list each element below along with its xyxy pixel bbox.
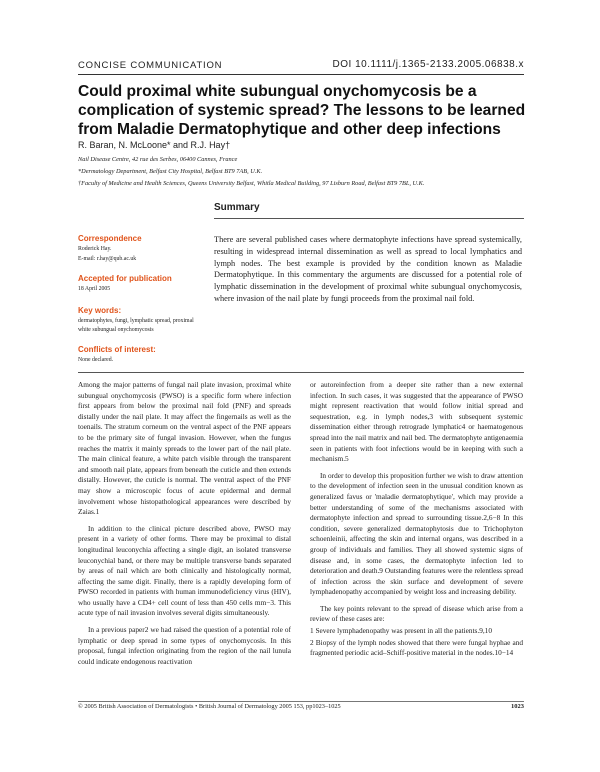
correspondence-name: Roderick Hay.: [78, 246, 112, 252]
paragraph: Among the major patterns of fungal nail plate invasion, proximal white subungual onychomycosis (PWSO) is a specific form where infection first appears from below the proximal nail fold (PNF) and spreads distally under the nail plate. It may affect the fingernails as well as the toenails. The stratum corneum on the ventral aspect of the PNF appears to be the primary site of fungal invasion. However, when the fungus reaches the matrix it mainly spreads to the lower part of the nail plate. The main clinical feature, a white patch visible through the transparent and smooth nail plate, appears from beneath the cuticle and then extends distally. However, the cuticle is normal. The ventral aspect of the PNF may show a microscopic focus of acute epidermal and dermal involvement whose histopathological appearances were described by Zaias.1: [78, 380, 291, 517]
doi[interactable]: DOI 10.1111/j.1365-2133.2005.06838.x: [332, 59, 524, 70]
summary-heading: Summary: [214, 202, 260, 213]
keywords: dermatophytes, fungi, lymphatic spread, proximal white subungual onychomycosis: [78, 318, 194, 333]
affiliation-1: Nail Disease Centre, 42 rue des Serbes, 06400 Cannes, France: [78, 156, 238, 163]
keywords-heading: Key words:: [78, 306, 122, 315]
paragraph: In a previous paper2 we had raised the question of a potential role of lymphatic or deep spread in some types of onychomycosis. In this proposal, fungal infection originating from the region of the nail lunula could indicate endogenous reactivation: [78, 625, 291, 666]
conflicts-heading: Conflicts of interest:: [78, 345, 156, 354]
header-rule: [78, 74, 524, 75]
affiliation-3: †Faculty of Medicine and Health Sciences, Queens University Belfast, Whitla Medical Building, 97 Lisburn Road, Belfast BT9 7BL, U.K.: [78, 180, 425, 187]
page-number: 1023: [511, 703, 524, 710]
article-title: Could proximal white subungual onychomycosis be a complication of systemic spread? The lessons to be learned from Maladie Dermatophytique and other deep infections: [78, 83, 526, 138]
section-label: CONCISE COMMUNICATION: [78, 60, 223, 71]
authors: R. Baran, N. McLoone* and R.J. Hay†: [78, 140, 231, 150]
paragraph: The key points relevant to the spread of disease which arise from a review of these cases are:: [310, 603, 523, 624]
list-item: 2 Biopsy of the lymph nodes showed that there were fungal hyphae and fragmented periodic acid–Schiff-positive material in the nodes.10−14: [310, 637, 523, 658]
affiliation-2: *Dermatology Department, Belfast City Hospital, Belfast BT9 7AB, U.K.: [78, 168, 263, 175]
correspondence-heading: Correspondence: [78, 234, 142, 243]
body-left-column: [78, 380, 291, 667]
accepted-heading: Accepted for publication: [78, 274, 172, 283]
accepted-date: 18 April 2005: [78, 286, 111, 292]
list-item: 1 Severe lymphadenopathy was present in all the patients.9,10: [310, 626, 492, 636]
section-rule: [78, 372, 524, 373]
summary-rule: [214, 218, 524, 219]
paragraph: In order to develop this proposition further we wish to draw attention to the development of infection seen in the unusual condition known as generalized favus or 'maladie dermatophytique', which may provide a better understanding of some of the mechanisms associated with dermatophyte infection and spread to surrounding tissue.2,6−8 In this condition, severe generalized dermatophytosis due to Trichophyton schoenleinii, affecting the skin and internal organs, was described in a group of individuals and families. They all showed systemic signs of disease and, in some cases, the dermatophyte infection led to deterioration and death.9 Outstanding features were the relentless spread of infection across the skin surface and development of severe lymphadenopathy accompanied by weight loss and increasing debility.: [310, 470, 523, 597]
summary-text: There are several published cases where dermatophyte infections have spread systemically, resulting in widespread internal dissemination as well as spread to local lymphatics and lymph nodes. The best example is provided by the condition known as Maladie Dermatophytique. In this commentary the arguments are discussed for a potential role of lymphatic dissemination in the development of proximal white subungual onychomycosis, where invasion of the nail plate by fungi proceeds from the proximal nail fold.: [214, 235, 522, 303]
conflicts-text: None declared.: [78, 357, 114, 363]
body-right-column: [310, 380, 523, 659]
footer-rule: [78, 701, 524, 702]
paragraph: In addition to the clinical picture described above, PWSO may present in a variety of other forms. There may be proximal to distal longitudinal leuconychia affecting a single digit, an isolated transverse leuconychial band, or there may be multiple transverse bands separated by areas of nail which are both clinically and histologically normal, affecting the same digit. Finally, there is a rapidly developing form of PWSO recorded in patients with human immunodeficiency virus (HIV), who usually have a CD4+ cell count of less than 450 cells mm−3. This acute type of nail invasion involves several digits simultaneously.: [78, 523, 291, 618]
paragraph: or autoreinfection from a deeper site rather than a new external infection. In such cases, it was suggested that the appearance of PWSO might represent reactivation that would follow initial spread and sequestration, e.g. in lymph nodes,3 with subsequent systemic dissemination either through retrograde lymphatic4 or haematogenous spread into the nail matrix and nail bed. The dermatophyte antigenaemia seen in patients with foot infections would be in keeping with such a mechanism.5: [310, 380, 523, 464]
footer-copyright: © 2005 British Association of Dermatologists • British Journal of Dermatology 2005 153, pp1023–1025: [78, 703, 341, 710]
correspondence-email[interactable]: E-mail: r.hay@qub.ac.uk: [78, 256, 137, 262]
